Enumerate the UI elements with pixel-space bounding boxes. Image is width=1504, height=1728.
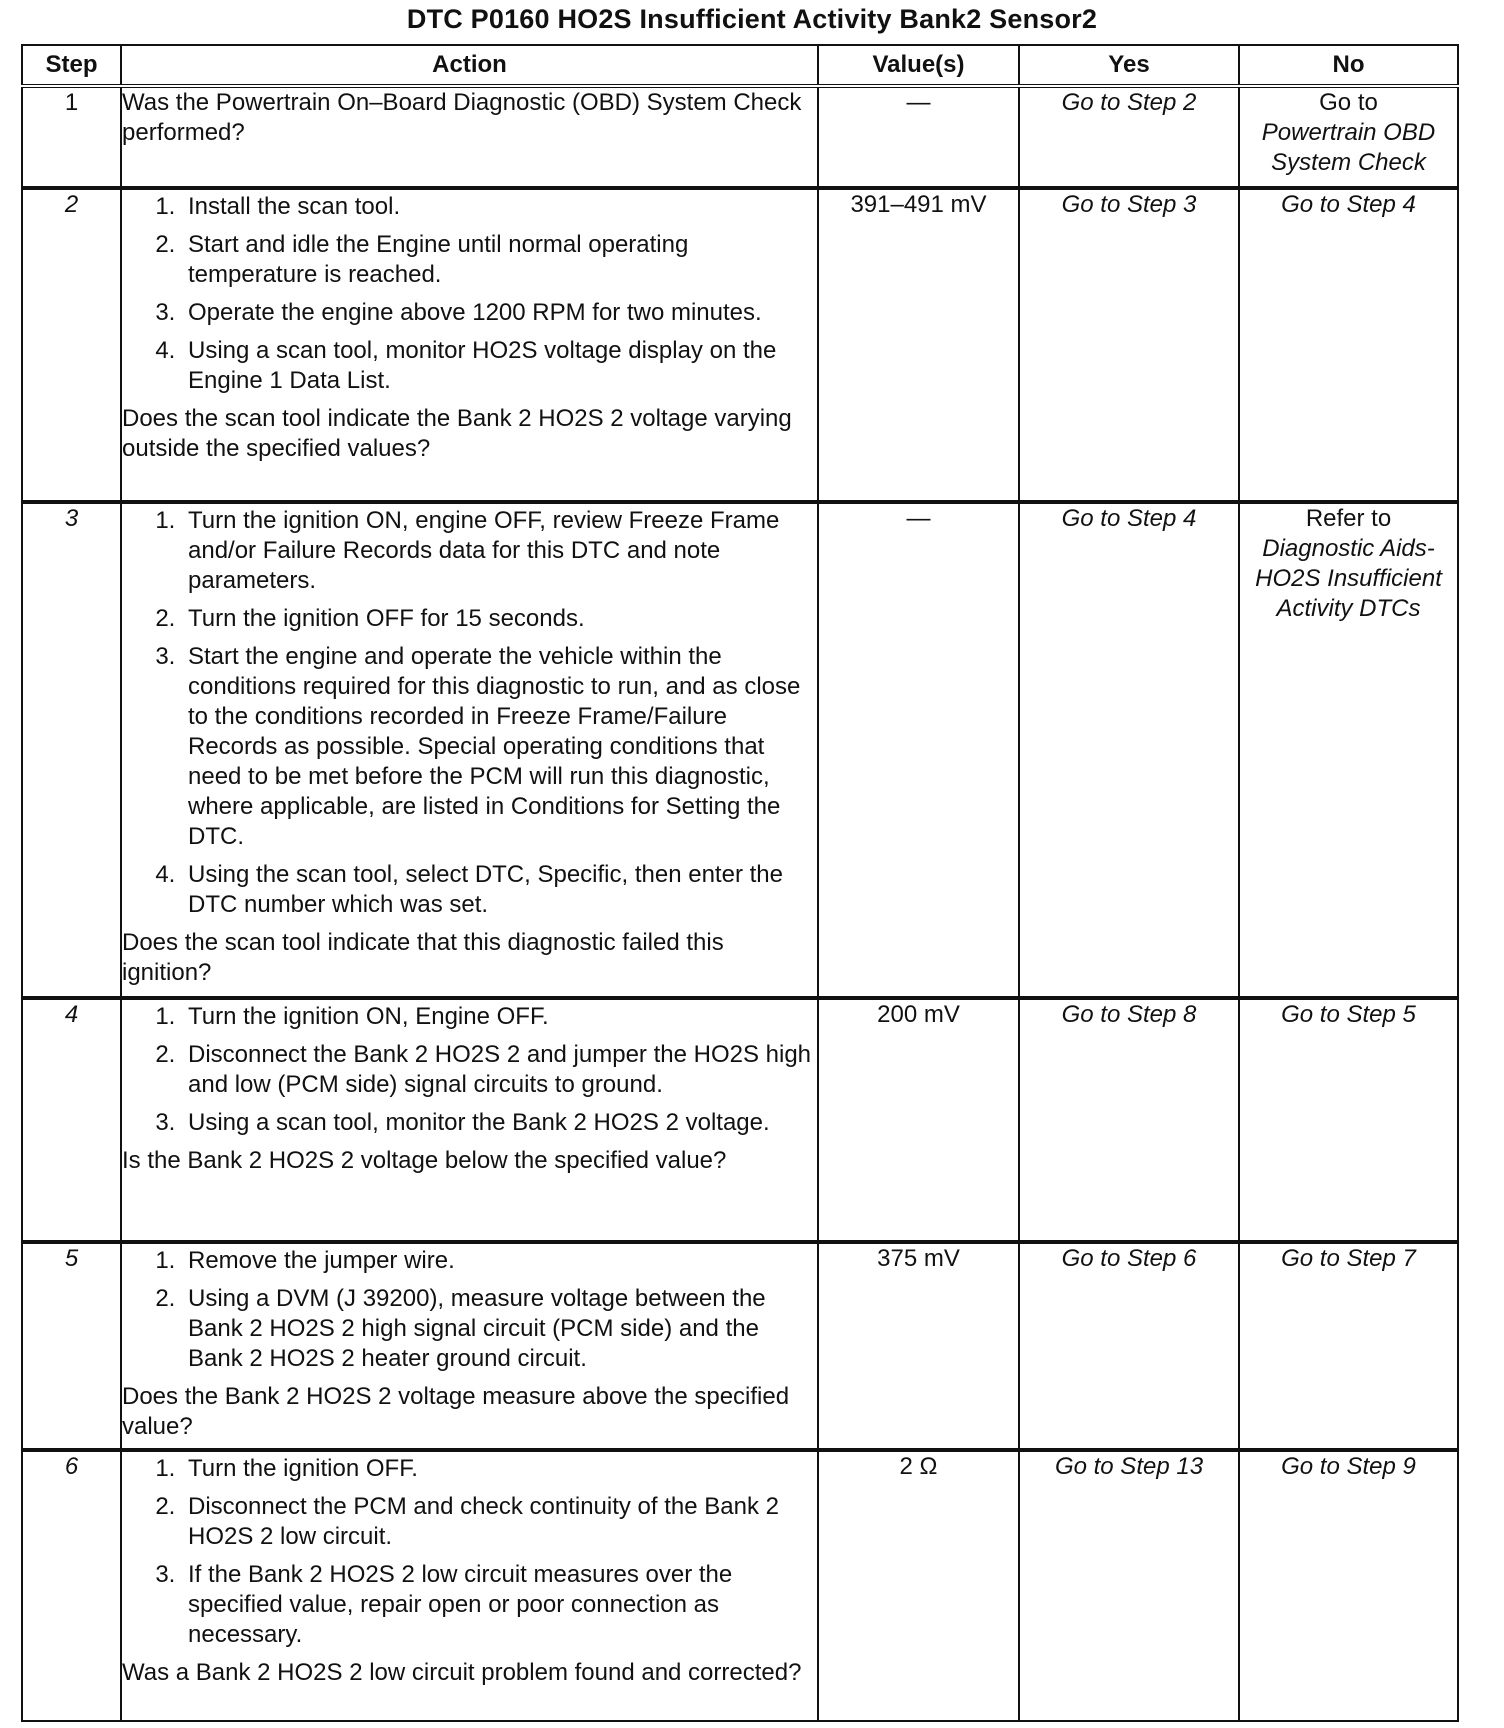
yes-cell: Go to Step 6 <box>1019 1242 1239 1450</box>
action-question: Does the Bank 2 HO2S 2 voltage measure above the specified value? <box>122 1383 790 1440</box>
yes-cell: Go to Step 13 <box>1019 1450 1239 1721</box>
action-step-item: 2. Disconnect the Bank 2 HO2S 2 and jumper the HO2S high and low (PCM side) signal circuits to ground. <box>182 1040 817 1100</box>
value-cell: 375 mV <box>818 1242 1019 1450</box>
action-step-item: 1. Turn the ignition ON, Engine OFF. <box>182 1002 817 1032</box>
no-cell-reference: Diagnostic Aids-HO2S Insufficient Activity DTCs <box>1255 535 1442 622</box>
action-step-item: 2. Disconnect the PCM and check continuity of the Bank 2 HO2S 2 low circuit. <box>182 1492 817 1552</box>
action-step-item: 1. Turn the ignition OFF. <box>182 1454 817 1484</box>
action-cell <box>121 86 818 188</box>
action-step-item: 2. Using a DVM (J 39200), measure voltage between the Bank 2 HO2S 2 high signal circuit (PCM side) and the Bank 2 HO2S 2 heater ground circuit. <box>182 1284 817 1374</box>
value-cell: — <box>818 502 1019 998</box>
no-cell-prefix: Go to <box>1319 89 1378 116</box>
table-row <box>22 86 1458 188</box>
action-step-item: 4. Using the scan tool, select DTC, Specific, then enter the DTC number which was set. <box>182 860 817 920</box>
action-steps <box>122 1454 817 1650</box>
value-cell: 2 Ω <box>818 1450 1019 1721</box>
action-step-item: 3. If the Bank 2 HO2S 2 low circuit measures over the specified value, repair open or poor connection as necessary. <box>182 1560 817 1650</box>
action-question: Is the Bank 2 HO2S 2 voltage below the specified value? <box>122 1147 727 1174</box>
header-values: Value(s) <box>818 45 1019 86</box>
action-steps <box>122 1246 817 1374</box>
header-action: Action <box>121 45 818 86</box>
action-step-item: 2. Start and idle the Engine until normal operating temperature is reached. <box>182 230 817 290</box>
table-row <box>22 502 1458 998</box>
action-step-item: 1. Turn the ignition ON, engine OFF, review Freeze Frame and/or Failure Records data for this DTC and note parameters. <box>182 506 817 596</box>
table-row <box>22 998 1458 1242</box>
action-question: Was the Powertrain On–Board Diagnostic (OBD) System Check performed? <box>122 89 802 146</box>
action-question: Does the scan tool indicate the Bank 2 HO2S 2 voltage varying outside the specified values? <box>122 405 792 462</box>
action-question: Was a Bank 2 HO2S 2 low circuit problem found and corrected? <box>122 1659 802 1686</box>
action-cell <box>121 1450 818 1721</box>
action-step-item: 3. Using a scan tool, monitor the Bank 2 HO2S 2 voltage. <box>182 1108 817 1138</box>
action-steps <box>122 506 817 920</box>
no-cell: Go to Step 7 <box>1239 1242 1458 1450</box>
step-number: 1 <box>22 86 121 188</box>
no-cell <box>1239 502 1458 998</box>
table-row <box>22 1450 1458 1721</box>
yes-cell: Go to Step 2 <box>1019 86 1239 188</box>
header-no: No <box>1239 45 1458 86</box>
value-cell: — <box>818 86 1019 188</box>
no-cell: Go to Step 9 <box>1239 1450 1458 1721</box>
step-number: 2 <box>22 188 121 502</box>
header-step: Step <box>22 45 121 86</box>
page-title: DTC P0160 HO2S Insufficient Activity Bank2 Sensor2 <box>406 4 1098 34</box>
action-step-item: 3. Operate the engine above 1200 RPM for two minutes. <box>182 298 817 328</box>
table-row <box>22 188 1458 502</box>
action-step-item: 4. Using a scan tool, monitor HO2S voltage display on the Engine 1 Data List. <box>182 336 817 396</box>
yes-cell: Go to Step 3 <box>1019 188 1239 502</box>
step-number: 4 <box>22 998 121 1242</box>
action-step-item: 1. Remove the jumper wire. <box>182 1246 817 1276</box>
action-cell <box>121 502 818 998</box>
action-cell <box>121 998 818 1242</box>
header-yes: Yes <box>1019 45 1239 86</box>
no-cell <box>1239 86 1458 188</box>
step-number: 5 <box>22 1242 121 1450</box>
action-cell <box>121 1242 818 1450</box>
no-cell: Go to Step 5 <box>1239 998 1458 1242</box>
value-cell: 200 mV <box>818 998 1019 1242</box>
action-steps <box>122 192 817 396</box>
step-number: 3 <box>22 502 121 998</box>
action-step-item: 2. Turn the ignition OFF for 15 seconds. <box>182 604 817 634</box>
action-question: Does the scan tool indicate that this diagnostic failed this ignition? <box>122 929 724 986</box>
value-cell: 391–491 mV <box>818 188 1019 502</box>
diagnostic-table <box>21 44 1459 1722</box>
yes-cell: Go to Step 8 <box>1019 998 1239 1242</box>
table-header-row <box>22 45 1458 86</box>
no-cell-prefix: Refer to <box>1305 505 1392 532</box>
action-steps <box>122 1002 817 1138</box>
table-row <box>22 1242 1458 1450</box>
yes-cell: Go to Step 4 <box>1019 502 1239 998</box>
no-cell-reference: Powertrain OBD System Check <box>1261 119 1436 176</box>
no-cell: Go to Step 4 <box>1239 188 1458 502</box>
action-cell <box>121 188 818 502</box>
step-number: 6 <box>22 1450 121 1721</box>
action-step-item: 3. Start the engine and operate the vehicle within the conditions required for this diagnostic to run, and as close to the conditions recorded in Freeze Frame/Failure Records as possible. Special operating conditions that need to be met before the PCM will run this diagnostic, where applicable, are listed in Conditions for Setting the DTC. <box>182 642 817 852</box>
action-step-item: 1. Install the scan tool. <box>182 192 817 222</box>
